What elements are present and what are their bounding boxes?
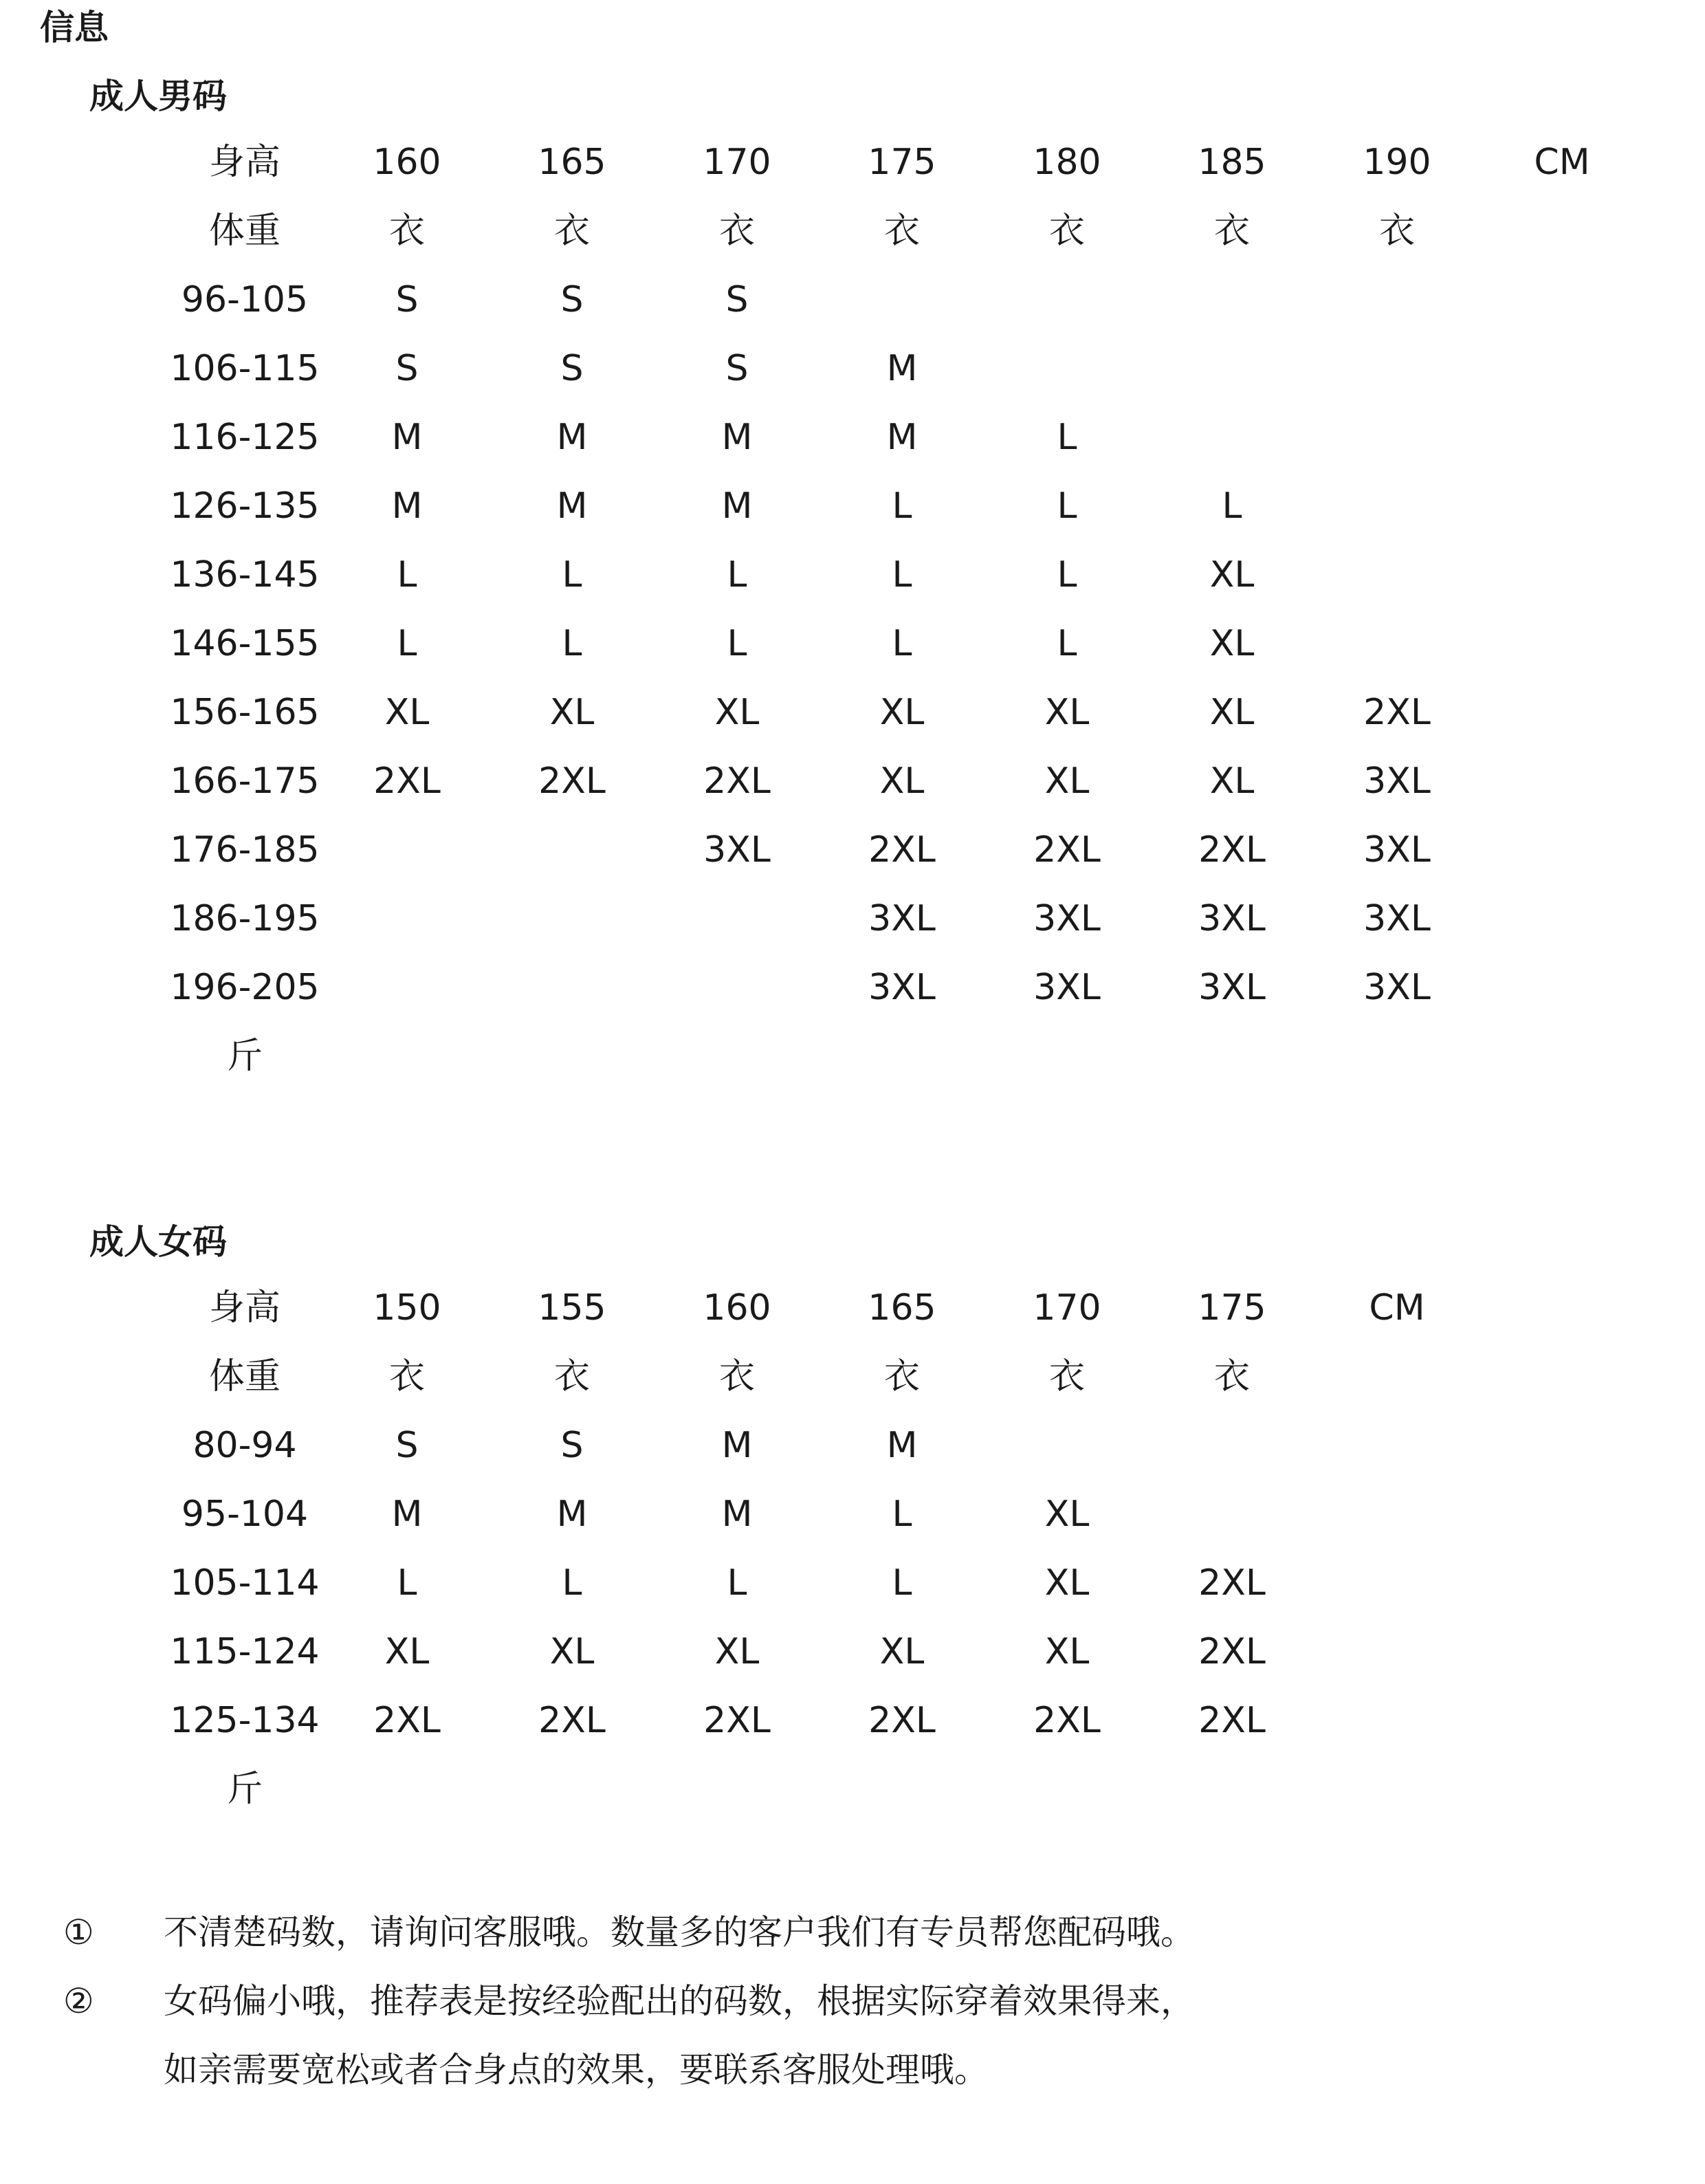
size-cell: M [391, 1494, 423, 1535]
size-cell: 2XL [868, 1700, 936, 1741]
garment-mark: 衣 [883, 210, 920, 252]
weight-range: 106-115 [170, 348, 320, 389]
weight-range: 146-155 [170, 623, 320, 664]
size-cell: XL [549, 1631, 595, 1672]
size-cell [1316, 609, 1478, 678]
size-cell: S [725, 279, 749, 320]
size-cell: 2XL [1033, 829, 1101, 871]
size-cell [326, 816, 488, 884]
table-row [0, 540, 1705, 609]
weight-label: 体重 [208, 1356, 280, 1397]
size-cell: XL [1044, 1631, 1090, 1672]
size-cell: S [725, 348, 749, 389]
size-cell [986, 1411, 1148, 1480]
table-row [0, 747, 1705, 816]
unit-jin: 斤 [226, 1036, 263, 1077]
table-row [0, 1617, 1705, 1686]
size-cell: L [562, 1562, 582, 1604]
size-cell: 2XL [1198, 1700, 1266, 1741]
garment-mark: 衣 [388, 210, 425, 252]
size-cell: XL [879, 1631, 925, 1672]
size-cell: L [1057, 417, 1077, 458]
size-cell: 3XL [868, 967, 936, 1008]
table-row [0, 334, 1705, 403]
size-cell: 2XL [1033, 1700, 1101, 1741]
size-cell [986, 265, 1148, 334]
size-cell: M [721, 485, 753, 527]
weight-range: 96-105 [181, 279, 309, 320]
size-cell [656, 953, 818, 1022]
weight-range: 186-195 [170, 898, 320, 939]
size-cell: XL [714, 1631, 760, 1672]
size-cell: XL [879, 761, 925, 802]
size-cell: L [562, 554, 582, 596]
size-cell: 3XL [1363, 967, 1431, 1008]
size-cell: 2XL [1363, 692, 1431, 733]
size-cell: XL [1044, 692, 1090, 733]
table-row [0, 609, 1705, 678]
table-row [0, 265, 1705, 334]
height-value: 155 [538, 1287, 606, 1329]
garment-mark: 衣 [1048, 210, 1085, 252]
size-cell: 3XL [1198, 898, 1266, 939]
size-cell: XL [1209, 761, 1255, 802]
size-cell: XL [879, 692, 925, 733]
size-cell: XL [1044, 1494, 1090, 1535]
height-label: 身高 [208, 1287, 280, 1329]
height-value: 185 [1198, 142, 1266, 183]
note-item [0, 1967, 1705, 2035]
size-cell [1316, 472, 1478, 540]
size-cell: M [721, 417, 753, 458]
size-cell: 2XL [373, 761, 441, 802]
size-cell [491, 816, 653, 884]
height-value: 190 [1363, 142, 1431, 183]
height-value: 165 [868, 1287, 936, 1329]
size-cell: XL [1209, 692, 1255, 733]
weight-range: 126-135 [170, 485, 320, 527]
height-header-row [0, 1274, 1705, 1342]
size-cell: XL [384, 1631, 430, 1672]
garment-mark: 衣 [1378, 210, 1415, 252]
size-cell: M [886, 348, 918, 389]
table-row [0, 1411, 1705, 1480]
size-cell [326, 953, 488, 1022]
size-cell: M [721, 1425, 753, 1466]
size-cell: L [727, 1562, 747, 1604]
height-value: 165 [538, 142, 606, 183]
size-cell [1316, 540, 1478, 609]
garment-mark: 衣 [553, 210, 590, 252]
size-cell [1151, 334, 1313, 403]
size-cell: 2XL [1198, 829, 1266, 871]
note-item [0, 1898, 1705, 1967]
size-cell: 2XL [538, 761, 606, 802]
size-cell: 3XL [1363, 829, 1431, 871]
size-cell: S [560, 348, 584, 389]
size-cell: 3XL [703, 829, 771, 871]
unit-cm: CM [1534, 142, 1590, 183]
size-cell: L [1057, 485, 1077, 527]
table-row [0, 1480, 1705, 1549]
size-cell [1316, 334, 1478, 403]
height-value: 170 [703, 142, 771, 183]
size-cell [491, 953, 653, 1022]
size-cell: 2XL [1198, 1631, 1266, 1672]
size-cell: S [395, 279, 419, 320]
size-cell [1151, 1480, 1313, 1549]
size-cell: 3XL [1363, 898, 1431, 939]
size-cell [1151, 403, 1313, 472]
size-cell: M [556, 485, 588, 527]
weight-range: 156-165 [170, 692, 320, 733]
weight-range: 176-185 [170, 829, 320, 871]
size-cell: S [560, 1425, 584, 1466]
weight-range: 95-104 [181, 1494, 309, 1535]
size-cell: XL [1209, 554, 1255, 596]
note-text: 如亲需要宽松或者合身点的效果，要联系客服处理哦。 [164, 2050, 989, 2090]
size-cell: M [886, 1425, 918, 1466]
size-cell: L [397, 1562, 417, 1604]
size-cell: M [886, 417, 918, 458]
size-cell: 3XL [1198, 967, 1266, 1008]
garment-mark: 衣 [553, 1356, 590, 1397]
size-cell: M [391, 417, 423, 458]
size-cell: L [727, 623, 747, 664]
men-section-title: 成人男码 [89, 76, 227, 116]
size-cell: L [1222, 485, 1242, 527]
size-cell: L [892, 554, 912, 596]
size-cell: M [556, 1494, 588, 1535]
size-cell: L [1057, 554, 1077, 596]
size-cell: 3XL [1033, 967, 1101, 1008]
size-cell: XL [1209, 623, 1255, 664]
table-row [0, 884, 1705, 953]
size-cell: 2XL [373, 1700, 441, 1741]
size-cell: 2XL [1198, 1562, 1266, 1604]
table-row [0, 403, 1705, 472]
size-cell [986, 334, 1148, 403]
garment-mark: 衣 [1213, 1356, 1250, 1397]
weight-range: 116-125 [170, 417, 320, 458]
size-cell: XL [384, 692, 430, 733]
height-value: 175 [1198, 1287, 1266, 1329]
table-row [0, 472, 1705, 540]
size-cell: S [395, 1425, 419, 1466]
size-cell [491, 884, 653, 953]
weight-range: 105-114 [170, 1562, 320, 1604]
unit-row [0, 1755, 1705, 1824]
height-value: 160 [373, 142, 441, 183]
size-cell: XL [1044, 761, 1090, 802]
unit-row [0, 1022, 1705, 1091]
weight-header-row [0, 197, 1705, 265]
size-cell: M [721, 1494, 753, 1535]
weight-header-row [0, 1342, 1705, 1411]
size-cell: 2XL [868, 829, 936, 871]
size-cell: L [892, 1494, 912, 1535]
height-label: 身高 [208, 142, 280, 183]
table-row [0, 816, 1705, 884]
size-cell: L [892, 623, 912, 664]
size-cell: M [556, 417, 588, 458]
table-row [0, 953, 1705, 1022]
size-cell: XL [714, 692, 760, 733]
note-marker: ② [63, 1981, 94, 2021]
unit-jin: 斤 [226, 1769, 263, 1810]
garment-mark: 衣 [883, 1356, 920, 1397]
weight-range: 136-145 [170, 554, 320, 596]
size-cell: L [727, 554, 747, 596]
note-item [0, 2035, 1705, 2104]
note-text: 不清楚码数，请询问客服哦。数量多的客户我们有专员帮您配码哦。 [164, 1912, 1195, 1952]
size-cell: L [397, 623, 417, 664]
garment-mark: 衣 [388, 1356, 425, 1397]
size-cell [1316, 403, 1478, 472]
height-value: 160 [703, 1287, 771, 1329]
size-cell: S [395, 348, 419, 389]
unit-cm: CM [1369, 1287, 1425, 1329]
garment-mark: 衣 [718, 1356, 755, 1397]
height-header-row [0, 128, 1705, 197]
weight-range: 125-134 [170, 1700, 320, 1741]
height-value: 175 [868, 142, 936, 183]
women-section-title: 成人女码 [89, 1222, 227, 1262]
weight-range: 166-175 [170, 761, 320, 802]
height-value: 180 [1033, 142, 1101, 183]
size-cell: L [397, 554, 417, 596]
size-cell [821, 265, 983, 334]
note-text: 女码偏小哦，推荐表是按经验配出的码数，根据实际穿着效果得来， [164, 1981, 1195, 2021]
weight-label: 体重 [208, 210, 280, 252]
size-cell: 3XL [1363, 761, 1431, 802]
size-cell [1151, 1411, 1313, 1480]
weight-range: 196-205 [170, 967, 320, 1008]
weight-range: 80-94 [192, 1425, 297, 1466]
size-cell: M [391, 485, 423, 527]
height-value: 170 [1033, 1287, 1101, 1329]
garment-mark: 衣 [1048, 1356, 1085, 1397]
size-cell: 3XL [868, 898, 936, 939]
size-cell: XL [1044, 1562, 1090, 1604]
height-value: 150 [373, 1287, 441, 1329]
size-cell: L [562, 623, 582, 664]
table-row [0, 1686, 1705, 1755]
size-cell [1151, 265, 1313, 334]
size-cell: L [892, 485, 912, 527]
garment-mark: 衣 [718, 210, 755, 252]
size-cell: S [560, 279, 584, 320]
size-cell: L [892, 1562, 912, 1604]
table-row [0, 678, 1705, 747]
size-cell [326, 884, 488, 953]
table-row [0, 1549, 1705, 1617]
size-cell: 3XL [1033, 898, 1101, 939]
weight-range: 115-124 [170, 1631, 320, 1672]
size-cell [1316, 265, 1478, 334]
page-title: 信息 [40, 8, 109, 47]
size-cell: XL [549, 692, 595, 733]
garment-mark: 衣 [1213, 210, 1250, 252]
size-cell: L [1057, 623, 1077, 664]
size-cell: 2XL [538, 1700, 606, 1741]
size-cell [656, 884, 818, 953]
size-cell: 2XL [703, 1700, 771, 1741]
note-marker: ① [63, 1912, 94, 1952]
size-cell: 2XL [703, 761, 771, 802]
